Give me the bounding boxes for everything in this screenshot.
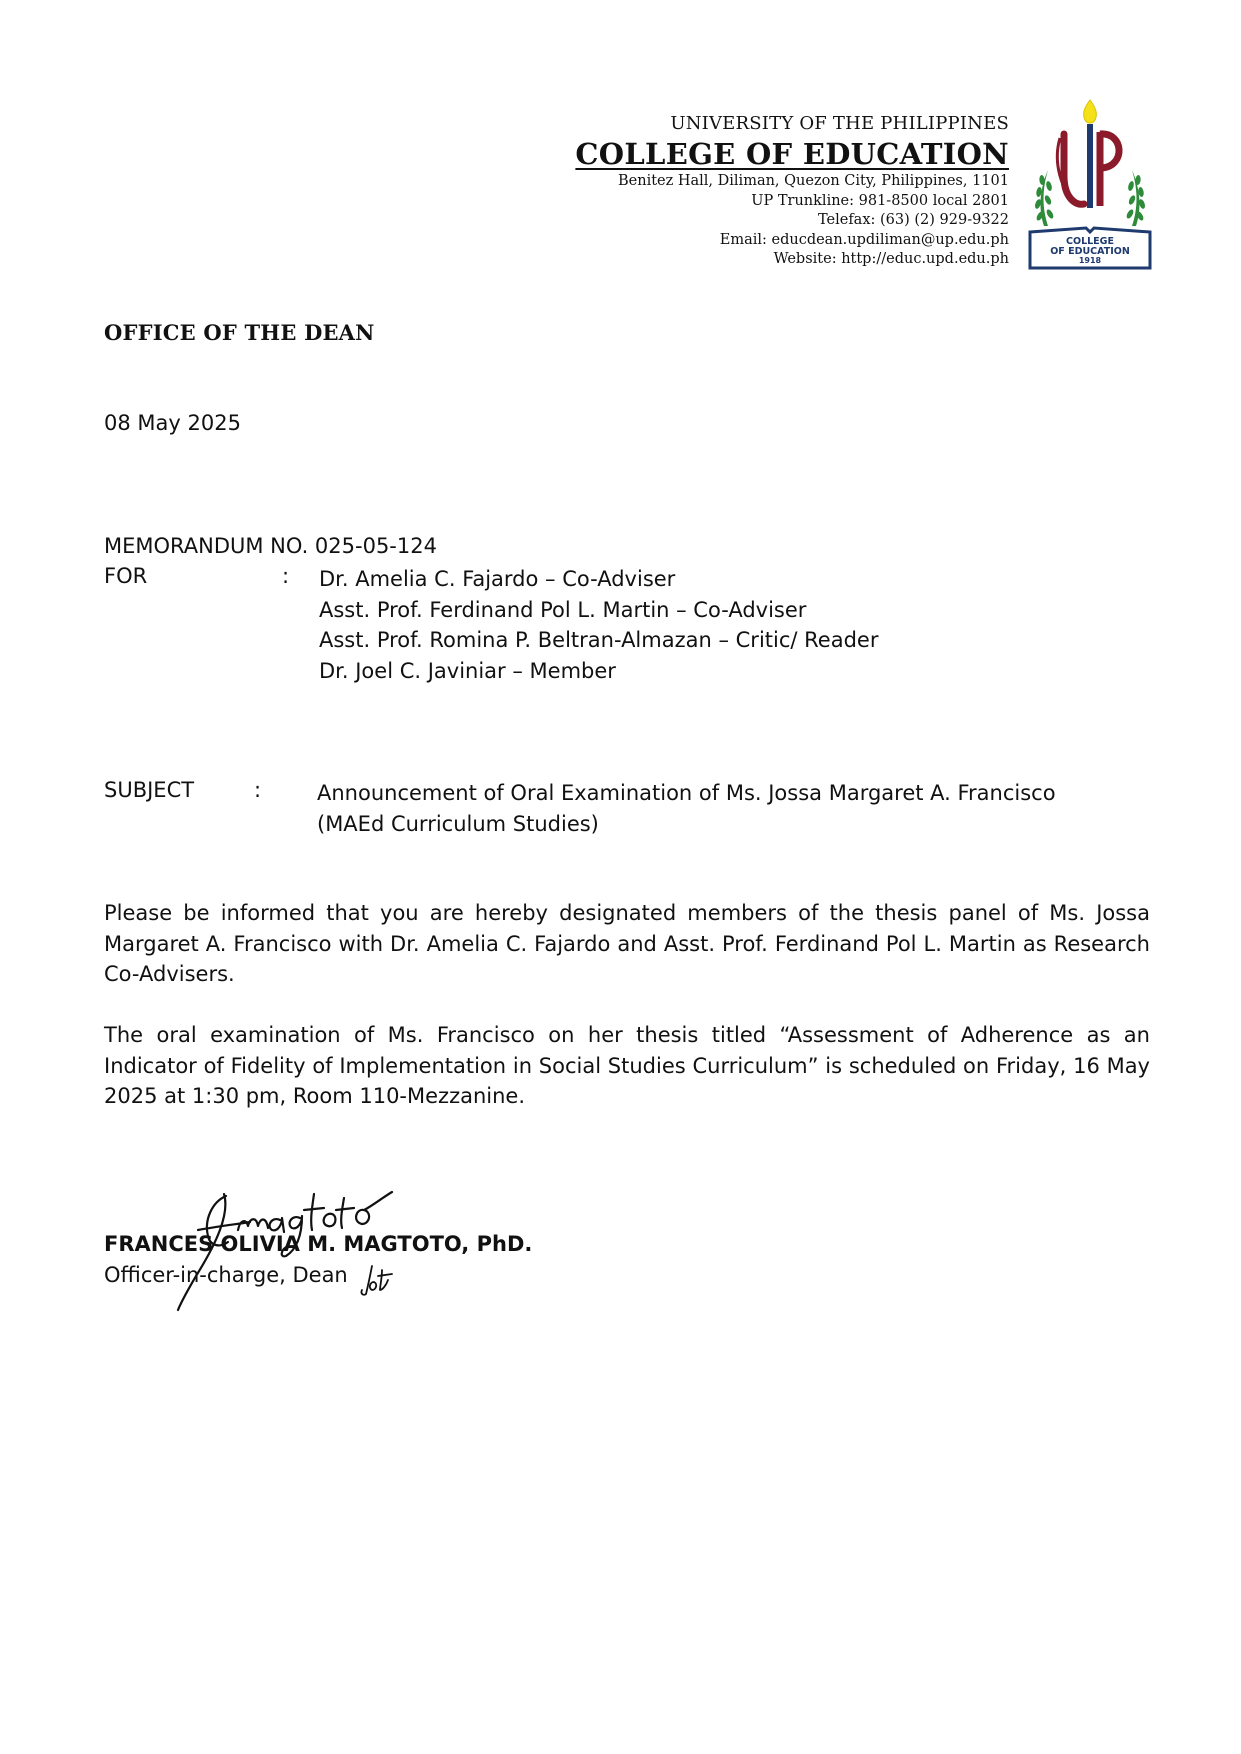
college-email: Email: educdean.updiliman@up.edu.ph <box>719 231 1009 248</box>
college-trunkline: UP Trunkline: 981-8500 local 2801 <box>751 192 1009 209</box>
memo-number: MEMORANDUM NO. 025-05-124 <box>104 534 437 558</box>
letterhead <box>449 112 1009 270</box>
body-paragraph: Please be informed that you are hereby designated members of the thesis panel of Ms. Jossa Margaret A. Francisco with Dr. Amelia C. Fajardo and Asst. Prof. Ferdinand Pol L. Martin as Research Co-Advisers. <box>104 901 1150 986</box>
college-name: COLLEGE OF EDUCATION <box>575 137 1009 171</box>
signatory-name: FRANCES OLIVIA M. MAGTOTO, PhD. <box>104 1232 533 1256</box>
recipient-item: Dr. Joel C. Javiniar – Member <box>319 658 616 683</box>
college-logo <box>1024 98 1156 274</box>
logo-text-year: 1918 <box>1078 256 1102 265</box>
logo-text-education: OF EDUCATION <box>1050 246 1130 257</box>
handwritten-initials <box>358 1262 400 1298</box>
subject-label: SUBJECT <box>104 778 195 802</box>
recipient-list <box>319 564 878 686</box>
body-paragraph: The oral examination of Ms. Francisco on her thesis titled “Assessment of Adherence as an Indicator of Fidelity of Implementation in Social Studies Curriculum” is scheduled on Friday, 16 May 2025 at 1:30 pm, Room 110-Mezzanine. <box>104 1023 1150 1108</box>
recipient-item: Asst. Prof. Ferdinand Pol L. Martin – Co-Adviser <box>319 597 807 622</box>
recipient-item: Dr. Amelia C. Fajardo – Co-Adviser <box>319 567 676 591</box>
university-name: UNIVERSITY OF THE PHILIPPINES <box>670 113 1009 134</box>
for-label: FOR <box>104 564 148 588</box>
college-telefax: Telefax: (63) (2) 929-9322 <box>817 212 1009 228</box>
for-colon: : <box>282 564 290 588</box>
subject-line: Announcement of Oral Examination of Ms. Jossa Margaret A. Francisco <box>317 781 1056 805</box>
memo-date: 08 May 2025 <box>104 411 241 435</box>
college-website: Website: http://educ.upd.edu.ph <box>773 251 1009 267</box>
signatory-title: Officer-in-charge, Dean <box>104 1263 348 1287</box>
subject-text <box>317 778 1056 839</box>
logo-text-college: COLLEGE <box>1066 236 1114 247</box>
handwritten-signature <box>168 1184 408 1324</box>
subject-line: (MAEd Curriculum Studies) <box>317 811 599 836</box>
subject-colon: : <box>254 778 262 802</box>
college-address: Benitez Hall, Diliman, Quezon City, Philippines, 1101 <box>618 173 1009 189</box>
office-heading: OFFICE OF THE DEAN <box>104 320 375 345</box>
recipient-item: Asst. Prof. Romina P. Beltran-Almazan – Critic/ Reader <box>319 628 879 652</box>
